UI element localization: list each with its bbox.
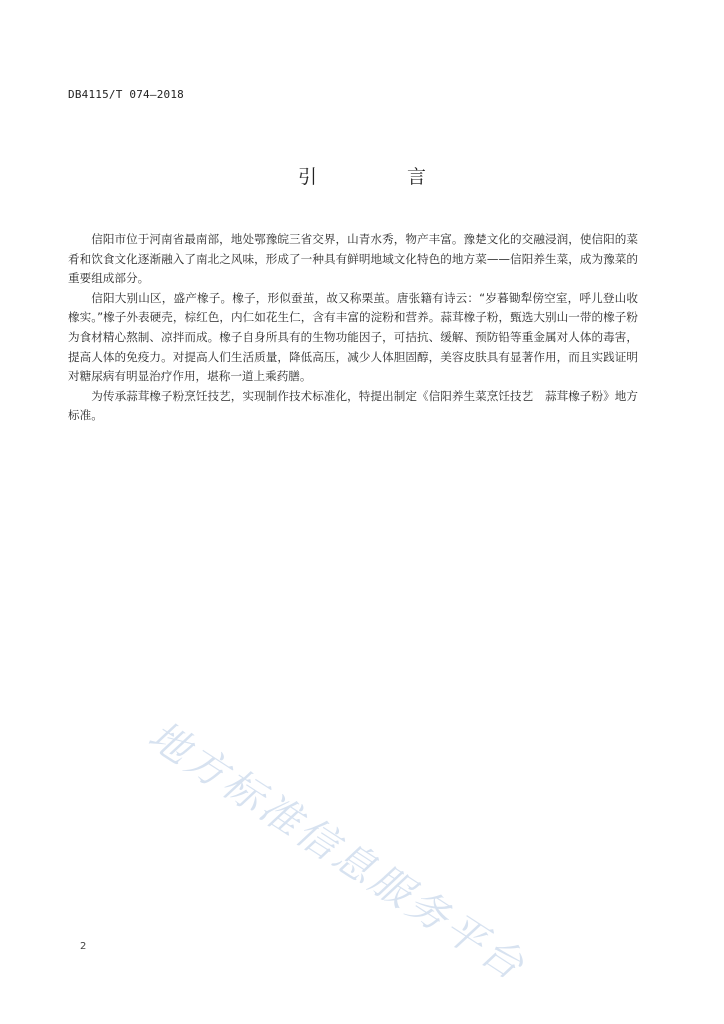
body-text — [68, 230, 638, 426]
standard-code: DB4115/T 074—2018 — [68, 88, 184, 101]
page-title: 引 言 — [297, 166, 469, 188]
paragraph-1: 信阳市位于河南省最南部，地处鄂豫皖三省交界，山青水秀，物产丰富。豫楚文化的交融浸润，使信阳的菜肴和饮食文化逐渐融入了南北之风味，形成了一种具有鲜明地域文化特色的地方菜——信阳养生菜，成为豫菜的重要组成部分。 — [68, 232, 638, 286]
watermark: 地方标准信息服务平台 — [140, 712, 535, 991]
paragraph-2: 信阳大别山区，盛产橡子。橡子，形似蚕茧，故又称栗茧。唐张籍有诗云：“岁暮锄犁傍空室，呼儿登山收橡实。”橡子外表硬壳，棕红色，内仁如花生仁，含有丰富的淀粉和营养。蒜茸橡子粉，甄选大别山一带的橡子粉为食材精心熬制、凉拌而成。橡子自身所具有的生物功能因子，可拮抗、缓解、预防铅等重金属对人体的毒害，提高人体的免疫力。对提高人们生活质量，降低高压，减少人体胆固醇，美容皮肤具有显著作用，而且实践证明对糖尿病有明显治疗作用，堪称一道上乘药膳。 — [68, 290, 638, 384]
paragraph-3: 为传承蒜茸橡子粉烹饪技艺，实现制作技术标准化，特提出制定《信阳养生菜烹饪技艺 蒜茸橡子粉》地方标准。 — [68, 388, 638, 423]
page-number: 2 — [80, 941, 87, 952]
